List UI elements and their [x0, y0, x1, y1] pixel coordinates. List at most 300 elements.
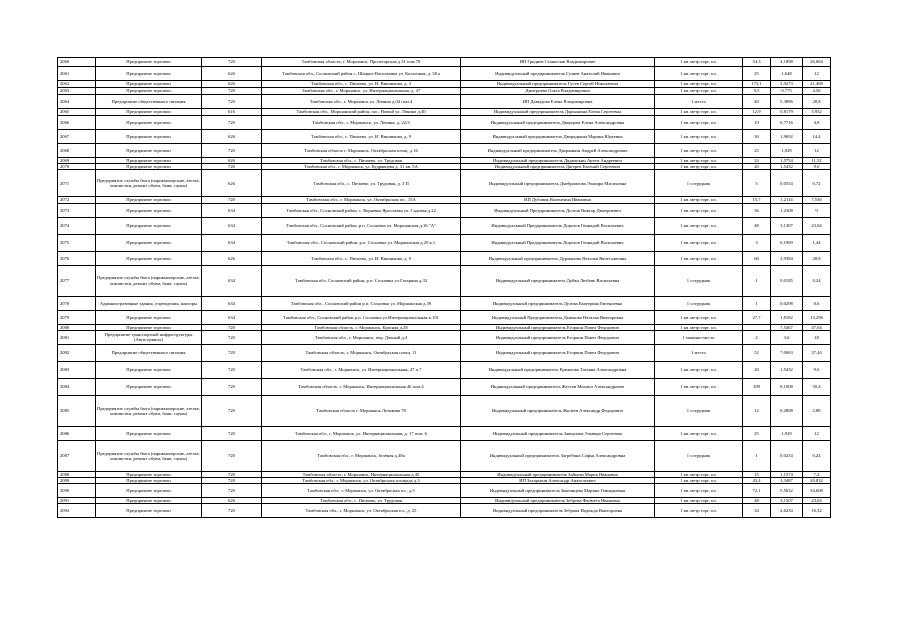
row-number-cell: 2080 — [58, 324, 96, 330]
row-number-cell: 2088 — [58, 471, 96, 477]
owner-cell: Индивидуальный предприниматель Дутова Екатерина Евгеньевна — [461, 296, 655, 310]
table-row — [58, 361, 831, 378]
quantity-cell: 12 — [743, 395, 771, 426]
volume-cell: 0,6 — [803, 296, 831, 310]
row-number-cell: 2061 — [58, 67, 96, 81]
row-number-cell: 2091 — [58, 498, 96, 504]
quantity-cell: 173,1 — [743, 81, 771, 88]
volume-cell: 9,6 — [803, 164, 831, 170]
address-cell: Тамбовская обл., Моршанский район, пос. Новый ул. Ленина д.40 — [262, 109, 461, 116]
quantity-cell: 109 — [743, 378, 771, 395]
row-number-cell: 2075 — [58, 234, 96, 251]
code-cell: 720 — [202, 426, 262, 440]
table-row — [58, 88, 831, 95]
row-number-cell: 2084 — [58, 378, 96, 395]
volume-cell: 0,24 — [803, 440, 831, 471]
table-row — [58, 330, 831, 344]
table-row — [58, 67, 831, 81]
code-cell: 720 — [202, 116, 262, 130]
row-number-cell: 2081 — [58, 330, 96, 344]
address-cell: Тамбовская обл., г. Моршанск, пер. Дачный д.4 — [262, 330, 461, 344]
row-number-cell: 2092 — [58, 504, 96, 518]
table-row — [58, 58, 831, 67]
owner-cell: Индивидуальный предприниматель Дарьяшина Елена Сергеевна — [461, 109, 655, 116]
quantity-cell: 20 — [743, 164, 771, 170]
unit-cell: 1 кв. метр торг. пл. — [655, 426, 743, 440]
object-type-cell: Предприятие торговли — [96, 116, 202, 130]
object-type-cell: Предприятие торговли — [96, 361, 202, 378]
table-row — [58, 440, 831, 471]
row-number-cell: 2087 — [58, 440, 96, 471]
object-type-cell: Предприятие службы быта (парикмахерские, ателье, химчистки, ремонт обуви, бани, сауны) — [96, 440, 202, 471]
code-cell: 720 — [202, 504, 262, 518]
quantity-cell: 15,7 — [743, 197, 771, 203]
unit-cell: 1 кв. метр торг. пл. — [655, 378, 743, 395]
object-type-cell: Предприятие торговли — [96, 251, 202, 265]
volume-cell: 28,8 — [803, 251, 831, 265]
table-row — [58, 378, 831, 395]
table-row — [58, 203, 831, 217]
unit-cell: 1 кв. метр торг. пл. — [655, 203, 743, 217]
table-row — [58, 170, 831, 197]
unit-cell: 1 кв. метр торг. пл. — [655, 234, 743, 251]
registry-table — [57, 57, 831, 518]
owner-cell: Индивидуальный предприниматель Гусев Сергей Николаевич — [461, 81, 655, 88]
owner-cell: Индивидуальный предприниматель Гуляев Анатолий Иванович — [461, 67, 655, 81]
unit-cell: 1 сотрудник — [655, 265, 743, 296]
volume-cell: 7,536 — [803, 197, 831, 203]
quantity-cell: 54,3 — [743, 58, 771, 67]
object-type-cell: Предприятие торговли — [96, 471, 202, 477]
owner-cell: Индивидуальный предприниматель Ермилова Татьяна Александровна — [461, 361, 655, 378]
object-type-cell: Предприятие службы быта (парикмахерские, ателье, химчистки, ремонт обуви, бани, сауны) — [96, 395, 202, 426]
quantity-cell: 60 — [743, 251, 771, 265]
volume-cell: 18 — [803, 330, 831, 344]
quantity-cell: 10 — [743, 116, 771, 130]
code-cell: 634 — [202, 234, 262, 251]
address-cell: Тамбовская обл., с. Пичаево, ул. И. Винчикова, д. 9 — [262, 130, 461, 144]
row-number-cell: 2083 — [58, 361, 96, 378]
table-row — [58, 81, 831, 88]
unit-cell: 1 кв. метр торг. пл. — [655, 504, 743, 518]
coefficient-cell: 1,929 — [771, 426, 803, 440]
owner-cell: Индивидуальный предприниматель Жестов Михаил Александрович — [461, 378, 655, 395]
object-type-cell: Предприятие торговли — [96, 88, 202, 95]
table-row — [58, 234, 831, 251]
address-cell: Тамбовская обл., с. Пичаево, ул. Трудовая — [262, 158, 461, 164]
volume-cell: 5,952 — [803, 109, 831, 116]
code-cell: 720 — [202, 164, 262, 170]
coefficient-cell: 1,1574 — [771, 471, 803, 477]
unit-cell: 1 кв. метр торг. пл. — [655, 67, 743, 81]
table-row — [58, 344, 831, 361]
code-cell: 626 — [202, 170, 262, 197]
coefficient-cell: 0,8179 — [771, 109, 803, 116]
table-body — [58, 58, 831, 518]
owner-cell: Индивидуальный Предприниматель Долгов Виктор Дмитриевич — [461, 203, 655, 217]
code-cell: 634 — [202, 203, 262, 217]
address-cell: Тамбовская обл., г. Моршанск, ул. Интернациональная, д. 47 — [262, 88, 461, 95]
coefficient-cell: 1,2308 — [771, 203, 803, 217]
coefficient-cell: 0,7716 — [771, 116, 803, 130]
coefficient-cell: 7,5467 — [771, 324, 803, 330]
quantity-cell: 1 — [743, 440, 771, 471]
unit-cell: 1 сотрудник — [655, 440, 743, 471]
volume-cell: 14,4 — [803, 130, 831, 144]
owner-cell: Индивидуальный предприниматель Дядюшкин Артем Андреевич — [461, 158, 655, 164]
row-number-cell: 2072 — [58, 197, 96, 203]
coefficient-cell: 0,0554 — [771, 170, 803, 197]
code-cell: 720 — [202, 484, 262, 498]
coefficient-cell: 3,9384 — [771, 251, 803, 265]
volume-cell: 0,72 — [803, 170, 831, 197]
address-cell: Тамбовская обл., Сосновский район р.п. Сосновка ул.Интернациональная к.191 — [262, 310, 461, 324]
volume-cell: 9 — [803, 203, 831, 217]
code-cell: 634 — [202, 217, 262, 234]
owner-cell: Индивидуальный предприниматель Дурманова Наталья Вячеславовна — [461, 251, 655, 265]
address-cell: Тамбовская область, г. Моршанск, Красная д.28 — [262, 324, 461, 330]
owner-cell: Индивидуальный предприниматель Звягинцева Марина Геннадьевна — [461, 484, 655, 498]
unit-cell: 1 кв. метр торг. пл. — [655, 324, 743, 330]
object-type-cell: Предприятие торговли — [96, 484, 202, 498]
coefficient-cell: 1,5754 — [771, 158, 803, 164]
volume-cell: 4,8 — [803, 116, 831, 130]
unit-cell: 1 кв. метр торг. пл. — [655, 484, 743, 498]
unit-cell: 1 кв. метр торг. пл. — [655, 197, 743, 203]
volume-cell: 21,408 — [803, 81, 831, 88]
owner-cell: Индивидуальный предприниматель Загребина Софья Александровна — [461, 440, 655, 471]
unit-cell: 1 машино-место — [655, 330, 743, 344]
unit-cell: 1 кв. метр торг. пл. — [655, 58, 743, 67]
code-cell: 720 — [202, 471, 262, 477]
owner-cell: Индивидуальный предприниматель Зайцева Мария Ивановна — [461, 471, 655, 477]
owner-cell: Индивидуальный Предприниматель Дорохов Геннадий Васильевич — [461, 217, 655, 234]
code-cell: 720 — [202, 58, 262, 67]
address-cell: Тамбовская область г. Моршанск, Октябрьская площ. д.16 — [262, 144, 461, 158]
object-type-cell: Предприятие торговли — [96, 58, 202, 67]
quantity-cell: 25 — [743, 67, 771, 81]
unit-cell: 1 место — [655, 344, 743, 361]
owner-cell: Индивидуальный предприниматель Жилеев Александр Федорович — [461, 395, 655, 426]
coefficient-cell: 5,3896 — [771, 95, 803, 109]
coefficient-cell: 3,1307 — [771, 217, 803, 234]
volume-cell: 11,52 — [803, 158, 831, 164]
code-cell: 720 — [202, 344, 262, 361]
volume-cell: 50,4 — [803, 378, 831, 395]
quantity-cell: 3 — [743, 234, 771, 251]
code-cell: 626 — [202, 67, 262, 81]
object-type-cell: Предприятие торговли — [96, 130, 202, 144]
owner-cell: ИП Дубовик Валентина Ивановна — [461, 197, 655, 203]
coefficient-cell: 3,6 — [771, 330, 803, 344]
volume-cell: 1,44 — [803, 234, 831, 251]
volume-cell: 23,04 — [803, 217, 831, 234]
coefficient-cell: 1,2114 — [771, 197, 803, 203]
quantity-cell: 1 — [743, 296, 771, 310]
quantity-cell: 52 — [743, 344, 771, 361]
owner-cell: Индивидуальный предприниматель Дворцова Елена Александровна — [461, 116, 655, 130]
address-cell: Тамбовская область, г. Моршанск, Октябрьская площ. 11 — [262, 344, 461, 361]
coefficient-cell: 0,0298 — [771, 296, 803, 310]
row-number-cell: 2062 — [58, 81, 96, 88]
code-cell: 634 — [202, 265, 262, 296]
table-row — [58, 217, 831, 234]
address-cell: Тамбовская обл., г. Моршанск, ул. Интернациональная, д. 17 пом. 6 — [262, 426, 461, 440]
coefficient-cell: 1,648 — [771, 67, 803, 81]
object-type-cell: Предприятие торговли — [96, 234, 202, 251]
address-cell: Тамбовская обл., г. Моршанск, ул. Октябрьская площадь д.3 — [262, 478, 461, 484]
table-row — [58, 116, 831, 130]
unit-cell: 1 кв. метр торг. пл. — [655, 109, 743, 116]
code-cell: 720 — [202, 395, 262, 426]
object-type-cell: Предприятие торговли — [96, 217, 202, 234]
volume-cell: 12 — [803, 426, 831, 440]
volume-cell: 26,064 — [803, 58, 831, 67]
row-number-cell: 2067 — [58, 130, 96, 144]
code-cell: 720 — [202, 378, 262, 395]
volume-cell: 2,88 — [803, 395, 831, 426]
address-cell: Тамбовская обл., г. Моршанск ул. Ленина д.04 пом.4 — [262, 95, 461, 109]
row-number-cell: 2066 — [58, 116, 96, 130]
row-number-cell: 2090 — [58, 484, 96, 498]
unit-cell: 1 сотрудник — [655, 296, 743, 310]
volume-cell: 0,24 — [803, 265, 831, 296]
quantity-cell: 48 — [743, 217, 771, 234]
owner-cell: Дмитриева Ольга Владимировна — [461, 88, 655, 95]
quantity-cell: 2 — [743, 330, 771, 344]
owner-cell: Индивидуальный предприниматель Зеброва Фаимета Ивановна — [461, 498, 655, 504]
volume-cell: 16,32 — [803, 504, 831, 518]
object-type-cell: Предприятие торговли — [96, 109, 202, 116]
quantity-cell: 12,9 — [743, 109, 771, 116]
object-type-cell: Предприятие торговли — [96, 197, 202, 203]
table-row — [58, 504, 831, 518]
address-cell: Тамбовская область г. Моршанск Лотикова 78 — [262, 395, 461, 426]
row-number-cell: 2065 — [58, 109, 96, 116]
volume-cell: 28,8 — [803, 95, 831, 109]
code-cell: 720 — [202, 144, 262, 158]
code-cell: 720 — [202, 478, 262, 484]
unit-cell: 1 кв. метр торг. пл. — [655, 471, 743, 477]
code-cell: 626 — [202, 81, 262, 88]
code-cell: 626 — [202, 130, 262, 144]
coefficient-cell: 1,5432 — [771, 164, 803, 170]
object-type-cell: Предприятие общественного питания — [96, 95, 202, 109]
code-cell: 634 — [202, 310, 262, 324]
object-type-cell: Предприятие торговли — [96, 378, 202, 395]
quantity-cell: 36 — [743, 203, 771, 217]
unit-cell: 1 кв. метр торг. пл. — [655, 130, 743, 144]
quantity-cell: 43,4 — [743, 478, 771, 484]
owner-cell: ИП Захарькин Александр Анатольевич — [461, 478, 655, 484]
address-cell: Тамбовская обл., г. Моршанск, ул. Октябрьская пл., д. 25 — [262, 504, 461, 518]
volume-cell: 12 — [803, 67, 831, 81]
row-number-cell: 2071 — [58, 170, 96, 197]
volume-cell: 47,04 — [803, 324, 831, 330]
unit-cell: 1 кв. метр торг. пл. — [655, 310, 743, 324]
row-number-cell: 2068 — [58, 144, 96, 158]
coefficient-cell: 5,5632 — [771, 484, 803, 498]
unit-cell: 1 кв. метр торг. пл. — [655, 498, 743, 504]
address-cell: Тамбовская обл., г. Моршанск, ул. Ленина, д. 22/3 — [262, 116, 461, 130]
coefficient-cell: 2,9273 — [771, 81, 803, 88]
code-cell: 634 — [202, 296, 262, 310]
address-cell: Тамбовская обл., с. Пичаево, ул. Трудовая, д. 3 П — [262, 170, 461, 197]
coefficient-cell: 1,9692 — [771, 130, 803, 144]
table-row — [58, 130, 831, 144]
unit-cell: 1 кв. метр торг. пл. — [655, 361, 743, 378]
row-number-cell: 2064 — [58, 95, 96, 109]
address-cell: Тамбовская обл., г. Моршанск, ул. Кудрявцева д. 31 кв. 5А — [262, 164, 461, 170]
code-cell: 626 — [202, 251, 262, 265]
owner-cell: Индивидуальный предприниматель Дворядкина Марина Юрьевна — [461, 130, 655, 144]
row-number-cell: 2085 — [58, 395, 96, 426]
address-cell: Тамбовская обл., г. Моршанск, ул. Интернациональная, 47 п.7 — [262, 361, 461, 378]
coefficient-cell: 0,0185 — [771, 265, 803, 296]
volume-cell: 34,608 — [803, 484, 831, 498]
code-cell: 616 — [202, 109, 262, 116]
object-type-cell: Предприятие торговли — [96, 203, 202, 217]
quantity-cell: 25 — [743, 144, 771, 158]
code-cell: 626 — [202, 498, 262, 504]
address-cell: Тамбовская обл., Сосновский район, р.п. Сосновка ул. Моршанская д.29 к.1 — [262, 234, 461, 251]
unit-cell: 1 сотрудник — [655, 170, 743, 197]
object-type-cell: Предприятие торговли — [96, 81, 202, 88]
volume-cell: 13,296 — [803, 310, 831, 324]
object-type-cell: Предприятие торговли — [96, 504, 202, 518]
object-type-cell: Предприятие общественного питания — [96, 344, 202, 361]
address-cell: Тамбовская область, г. Моршанск, Интернациональная д.45 — [262, 471, 461, 477]
volume-cell: 4,56 — [803, 88, 831, 95]
owner-cell: Индивидуальный Предприниматель Дьячкова Наталья Викторовна — [461, 310, 655, 324]
coefficient-cell: 3,3487 — [771, 478, 803, 484]
table-row — [58, 484, 831, 498]
coefficient-cell: 0,2808 — [771, 395, 803, 426]
owner-cell: ИП Гриднев Станислав Владимирович — [461, 58, 655, 67]
row-number-cell: 2078 — [58, 296, 96, 310]
table-row — [58, 144, 831, 158]
address-cell: Тамбовская обл., Сосновский район р.п. Сосновка ул. Моршанская д.39 — [262, 296, 461, 310]
object-type-cell: Предприятие торговли — [96, 478, 202, 484]
quantity-cell: 5 — [743, 170, 771, 197]
row-number-cell: 2082 — [58, 344, 96, 361]
address-cell: Тамбовская обл., г. Моршанск, ул. Октябрьская пл., 15А — [262, 197, 461, 203]
table-row — [58, 395, 831, 426]
table-row — [58, 310, 831, 324]
coefficient-cell: 7,0063 — [771, 344, 803, 361]
coefficient-cell: 8,1008 — [771, 378, 803, 395]
object-type-cell: Предприятие торговли — [96, 324, 202, 330]
unit-cell: 1 кв. метр торг. пл. — [655, 81, 743, 88]
object-type-cell: Предприятие торговли — [96, 310, 202, 324]
coefficient-cell: 1,5432 — [771, 361, 803, 378]
object-type-cell: Предприятие торговли — [96, 426, 202, 440]
owner-cell: Индивидуальный предприниматель Дмебраилова Эльвира Масиховна — [461, 170, 655, 197]
row-number-cell: 2070 — [58, 164, 96, 170]
address-cell: Тамбовская обл., Сосновский район, р.п. Сосновка ул. Моршанская д.36 "А" — [262, 217, 461, 234]
row-number-cell: 2074 — [58, 217, 96, 234]
table-row — [58, 109, 831, 116]
row-number-cell: 2073 — [58, 203, 96, 217]
row-number-cell: 2060 — [58, 58, 96, 67]
object-type-cell: Предприятие службы быта (парикмахерские, ателье, химчистки, ремонт обуви, бани, сауны) — [96, 265, 202, 296]
unit-cell: 1 сотрудник — [655, 395, 743, 426]
unit-cell: 1 кв. метр торг. пл. — [655, 164, 743, 170]
address-cell: Тамбовская обл. Сосновский район, р.п. Сосновка ул.Гагарина д.33 — [262, 265, 461, 296]
owner-cell: Индивидуальный предприниматель Зеброва Надежда Викторовна — [461, 504, 655, 518]
code-cell: 626 — [202, 158, 262, 164]
code-cell: 720 — [202, 197, 262, 203]
table-row — [58, 296, 831, 310]
volume-cell: 9,6 — [803, 361, 831, 378]
owner-cell: Индивидуальный предприниматель Завьялова Эльвира Сергеевна — [461, 426, 655, 440]
coefficient-cell: 4,1898 — [771, 58, 803, 67]
code-cell: 720 — [202, 330, 262, 344]
code-cell: 720 — [202, 324, 262, 330]
coefficient-cell: 0,1969 — [771, 234, 803, 251]
quantity-cell: 27,7 — [743, 310, 771, 324]
object-type-cell: Предприятие торговли — [96, 164, 202, 170]
unit-cell: 1 место — [655, 95, 743, 109]
address-cell: Тамбовская обл., г. Моршанск, ул. Октябрьская пл., д.5 — [262, 484, 461, 498]
quantity-cell: 25 — [743, 426, 771, 440]
coefficient-cell: 1,929 — [771, 144, 803, 158]
table-row — [58, 426, 831, 440]
owner-cell: Индивидуальный предприниматель Егоркин Павел Федорович — [461, 324, 655, 330]
unit-cell: 1 кв. метр торг. пл. — [655, 478, 743, 484]
owner-cell: Индивидуальный предприниматель Дягерев Евгений Сергеевич — [461, 164, 655, 170]
table-row — [58, 95, 831, 109]
volume-cell: 37,44 — [803, 344, 831, 361]
code-cell: 720 — [202, 88, 262, 95]
object-type-cell: Предприятие торговли — [96, 498, 202, 504]
address-cell: Тамбовская обл., Сосновский район с. Шацкое-Васильевка ул. Колхозная, д. 38 а — [262, 67, 461, 81]
address-cell: Тамбовская область, г. Моршанск, Пролетарская д.31 пом.70 — [262, 58, 461, 67]
address-cell: Тамбовская область, г. Моршанск, Интернациональная 46 пом.4 — [262, 378, 461, 395]
address-cell: Тамбовская обл., Сосновский район, с. Веряевка Ярославка ул. Садовая д.22 — [262, 203, 461, 217]
coefficient-cell: 2,6234 — [771, 504, 803, 518]
row-number-cell: 2086 — [58, 426, 96, 440]
volume-cell: 20,832 — [803, 478, 831, 484]
owner-cell: Индивидуальный предприниматель Егоркин Павел Федорович — [461, 330, 655, 344]
volume-cell: 7,2 — [803, 471, 831, 477]
row-number-cell: 2076 — [58, 251, 96, 265]
quantity-cell: 20 — [743, 361, 771, 378]
unit-cell: 1 кв. метр торг. пл. — [655, 217, 743, 234]
object-type-cell: Предприятие службы быта (парикмахерские, ателье, химчистки, ремонт обуви, бани, сауны) — [96, 170, 202, 197]
quantity-cell: 24 — [743, 158, 771, 164]
volume-cell: 23,04 — [803, 498, 831, 504]
unit-cell: 1 кв. метр торг. пл. — [655, 88, 743, 95]
quantity-cell: 15 — [743, 471, 771, 477]
owner-cell: Индивидуальный предприниматель Дворянкин Андрей Александрович — [461, 144, 655, 158]
volume-cell: 12 — [803, 144, 831, 158]
row-number-cell: 2069 — [58, 158, 96, 164]
row-number-cell: 2077 — [58, 265, 96, 296]
object-type-cell: Административные здания, учреждения, конторы — [96, 296, 202, 310]
owner-cell: Индивидуальный Предприниматель Дорохов Геннадий Васильевич — [461, 234, 655, 251]
quantity-cell: 40 — [743, 95, 771, 109]
row-number-cell: 2063 — [58, 88, 96, 95]
unit-cell: 1 кв. метр торг. пл. — [655, 251, 743, 265]
code-cell: 720 — [202, 361, 262, 378]
unit-cell: 1 кв. метр торг. пл. — [655, 144, 743, 158]
coefficient-cell: 0,775 — [771, 88, 803, 95]
coefficient-cell: 0,0234 — [771, 440, 803, 471]
object-type-cell: Предприятие торговли — [96, 144, 202, 158]
coefficient-cell: 1,8182 — [771, 310, 803, 324]
row-number-cell: 2089 — [58, 478, 96, 484]
